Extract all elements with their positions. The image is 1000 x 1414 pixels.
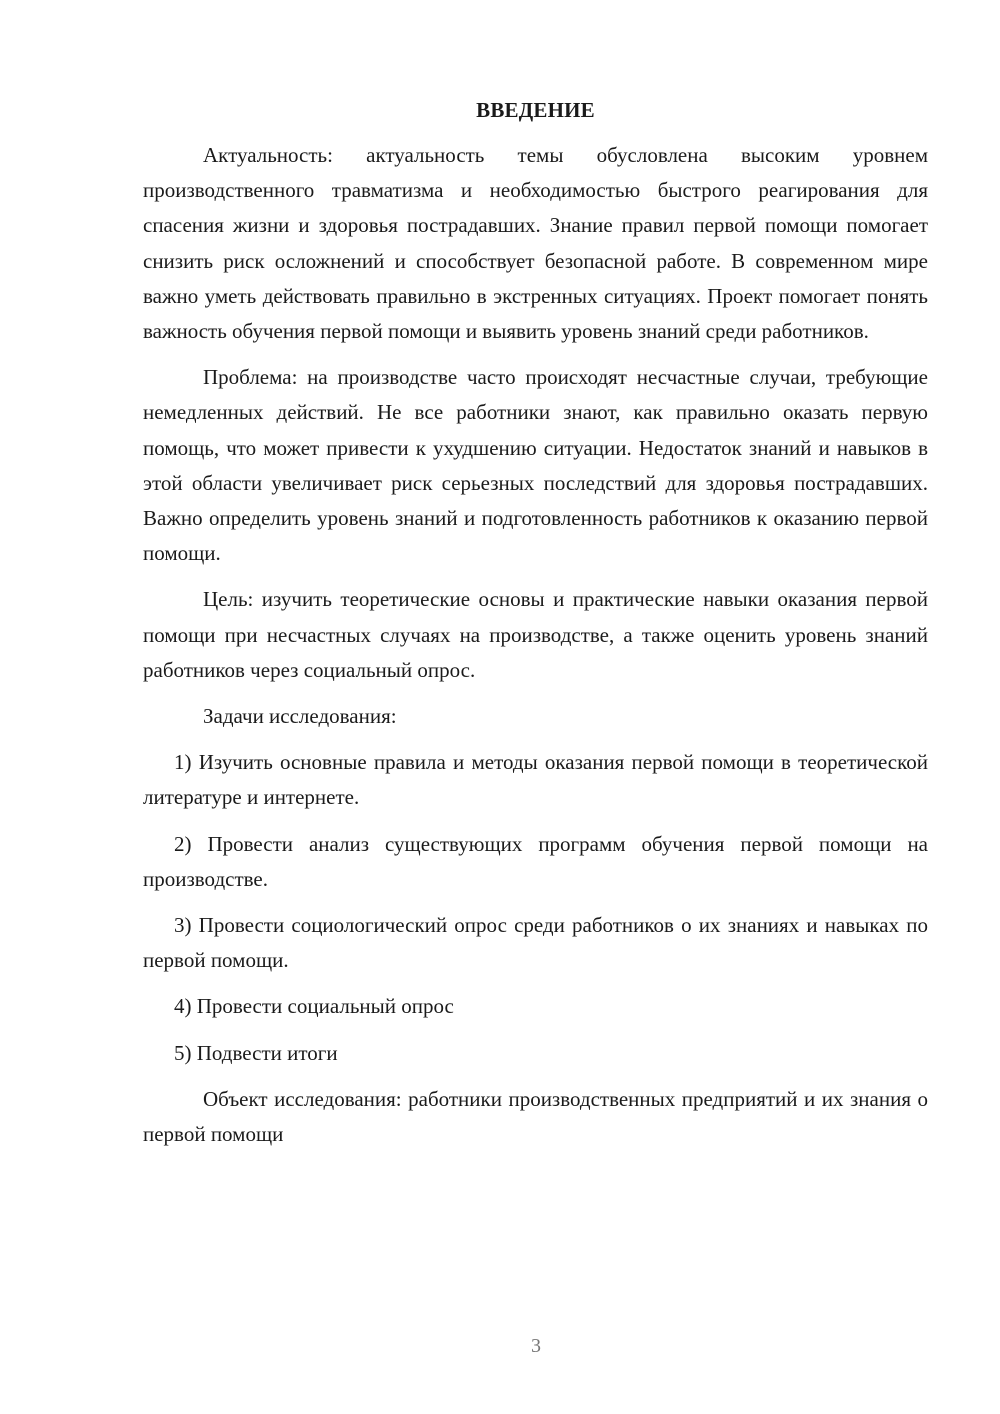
task-item-2: 2) Провести анализ существующих программ обучения первой помощи на производстве. bbox=[143, 831, 928, 891]
page-number: 3 bbox=[531, 1335, 541, 1357]
page-title: ВВЕДЕНИЕ bbox=[476, 98, 595, 122]
task-item-3: 3) Провести социологический опрос среди работников о их знаниях и навыках по первой помощи. bbox=[143, 913, 928, 973]
task-item-5: 5) Подвести итоги bbox=[174, 1040, 338, 1065]
task-item-4: 4) Провести социальный опрос bbox=[174, 994, 454, 1019]
paragraph-object: Объект исследования: работники производственных предприятий и их знания о первой помощи bbox=[143, 1086, 928, 1147]
paragraph-problem: Проблема: на производстве часто происходят несчастные случаи, требующие немедленных действий. Не все работники знают, как правильно оказать первую помощь, что может привести к ухудшению ситуации. Недостаток знаний и навыков в этой области увеличивает риск серьезных последствий для здоровья пострадавших. Важно определить уровень знаний и подготовленность работников к оказанию первой помощи. bbox=[143, 365, 928, 566]
task-item-1: 1) Изучить основные правила и методы оказания первой помощи в теоретической литературе и интернете. bbox=[143, 750, 928, 810]
paragraph-goal: Цель: изучить теоретические основы и практические навыки оказания первой помощи при несчастных случаях на производстве, а также оценить уровень знаний работников через социальный опрос. bbox=[143, 587, 928, 682]
paragraph-relevance: Актуальность: актуальность темы обусловлена высоким уровнем производственного травматизма и необходимостью быстрого реагирования для спасения жизни и здоровья пострадавших. Знание правил первой помощи помогает снизить риск осложнений и способствует безопасной работе. В современном мире важно уметь действовать правильно в экстренных ситуациях. Проект помогает понять важность обучения первой помощи и выявить уровень знаний среди работников. bbox=[143, 143, 928, 344]
tasks-heading: Задачи исследования: bbox=[203, 704, 397, 729]
page-content bbox=[143, 96, 928, 1163]
